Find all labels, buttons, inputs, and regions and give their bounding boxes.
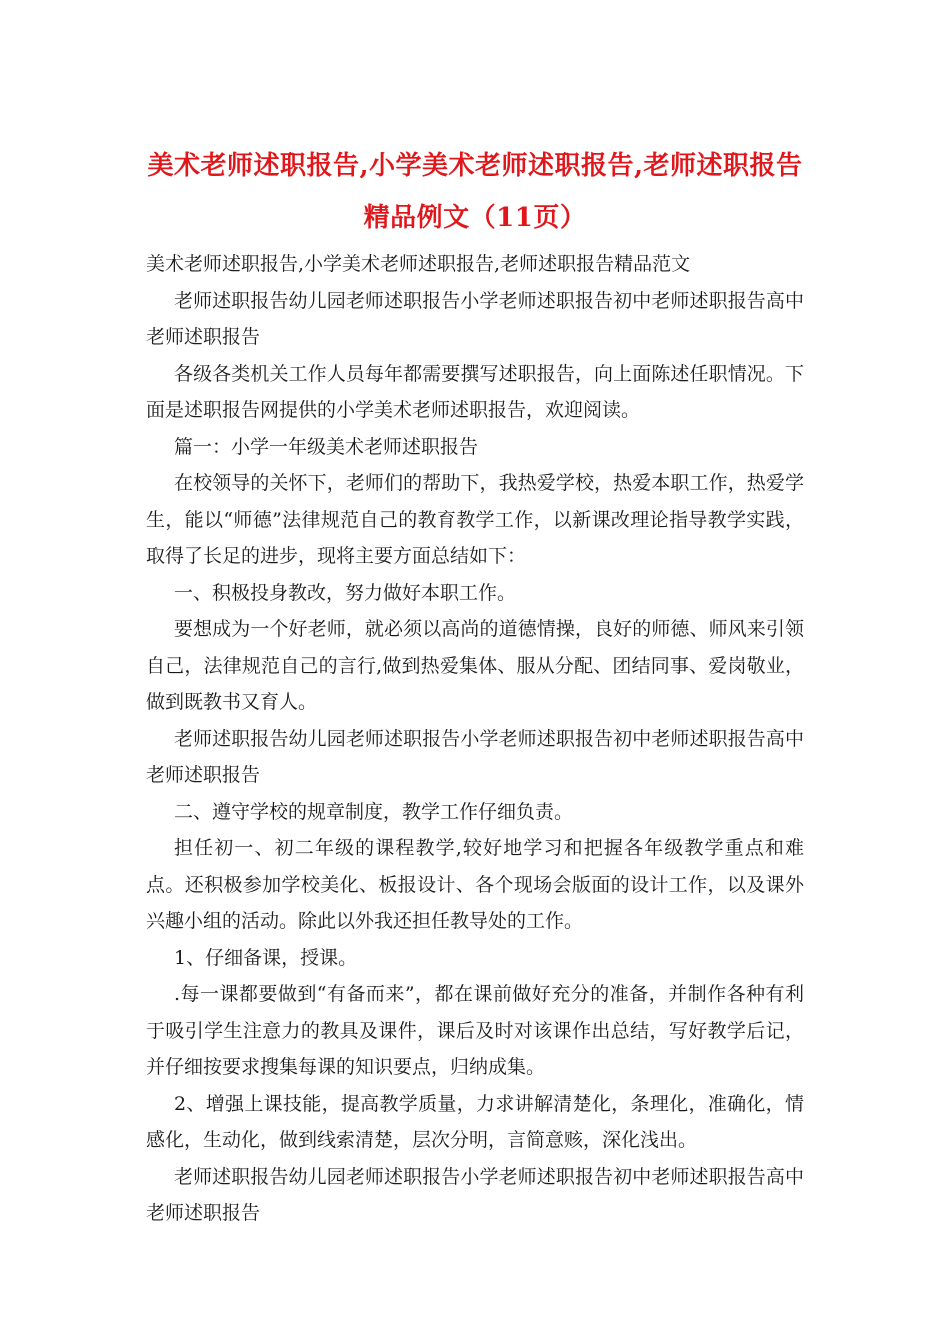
paragraph: .每一课都要做到“有备而来”，都在课前做好充分的准备，并制作各种有利于吸引学生注意力的教具及课件，课后及时对该课作出总结，写好教学后记，并仔细按要求搜集每课的知识要点，归纳成集。 xyxy=(146,983,804,1078)
section-heading: 二、遵守学校的规章制度，教学工作仔细负责。 xyxy=(174,800,574,823)
paragraph: 老师述职报告幼儿园老师述职报告小学老师述职报告初中老师述职报告高中老师述职报告 xyxy=(146,1165,804,1224)
paragraph: 各级各类机关工作人员每年都需要撰写述职报告，向上面陈述任职情况。下面是述职报告网提供的小学美术老师述职报告，欢迎阅读。 xyxy=(146,362,804,421)
paragraph: 担任初一、初二年级的课程教学,较好地学习和把握各年级教学重点和难点。还积极参加学校美化、板报设计、各个现场会版面的设计工作，以及课外兴趣小组的活动。除此以外我还担任教导处的工作。 xyxy=(146,837,804,932)
document-title: 美术老师述职报告,小学美术老师述职报告,老师述职报告精品例文（11页） xyxy=(147,151,803,233)
paragraph: 老师述职报告幼儿园老师述职报告小学老师述职报告初中老师述职报告高中老师述职报告 xyxy=(146,289,804,348)
paragraph: 要想成为一个好老师，就必须以高尚的道德情操，良好的师德、师风来引领自己，法律规范自己的言行,做到热爱集体、服从分配、团结同事、爱岗敬业，做到既教书又育人。 xyxy=(146,618,804,713)
paragraph: 在校领导的关怀下，老师们的帮助下，我热爱学校，热爱本职工作，热爱学生，能以“师德”法律规范自己的教育教学工作，以新课改理论指导教学实践，取得了长足的进步，现将主要方面总结如下： xyxy=(146,472,804,567)
paragraph: 老师述职报告幼儿园老师述职报告小学老师述职报告初中老师述职报告高中老师述职报告 xyxy=(146,727,804,786)
section-heading: 一、积极投身教改，努力做好本职工作。 xyxy=(174,581,517,604)
section-heading: 篇一：小学一年级美术老师述职报告 xyxy=(174,435,479,458)
list-item-heading: 1、仔细备课，授课。 xyxy=(174,946,358,969)
paragraph: 2、增强上课技能，提高教学质量，力求讲解清楚化，条理化，准确化，情感化，生动化，做到线索清楚，层次分明，言简意赅，深化浅出。 xyxy=(146,1092,804,1151)
paragraph-subtitle: 美术老师述职报告,小学美术老师述职报告,老师述职报告精品范文 xyxy=(146,253,691,275)
document-body xyxy=(146,246,804,1232)
